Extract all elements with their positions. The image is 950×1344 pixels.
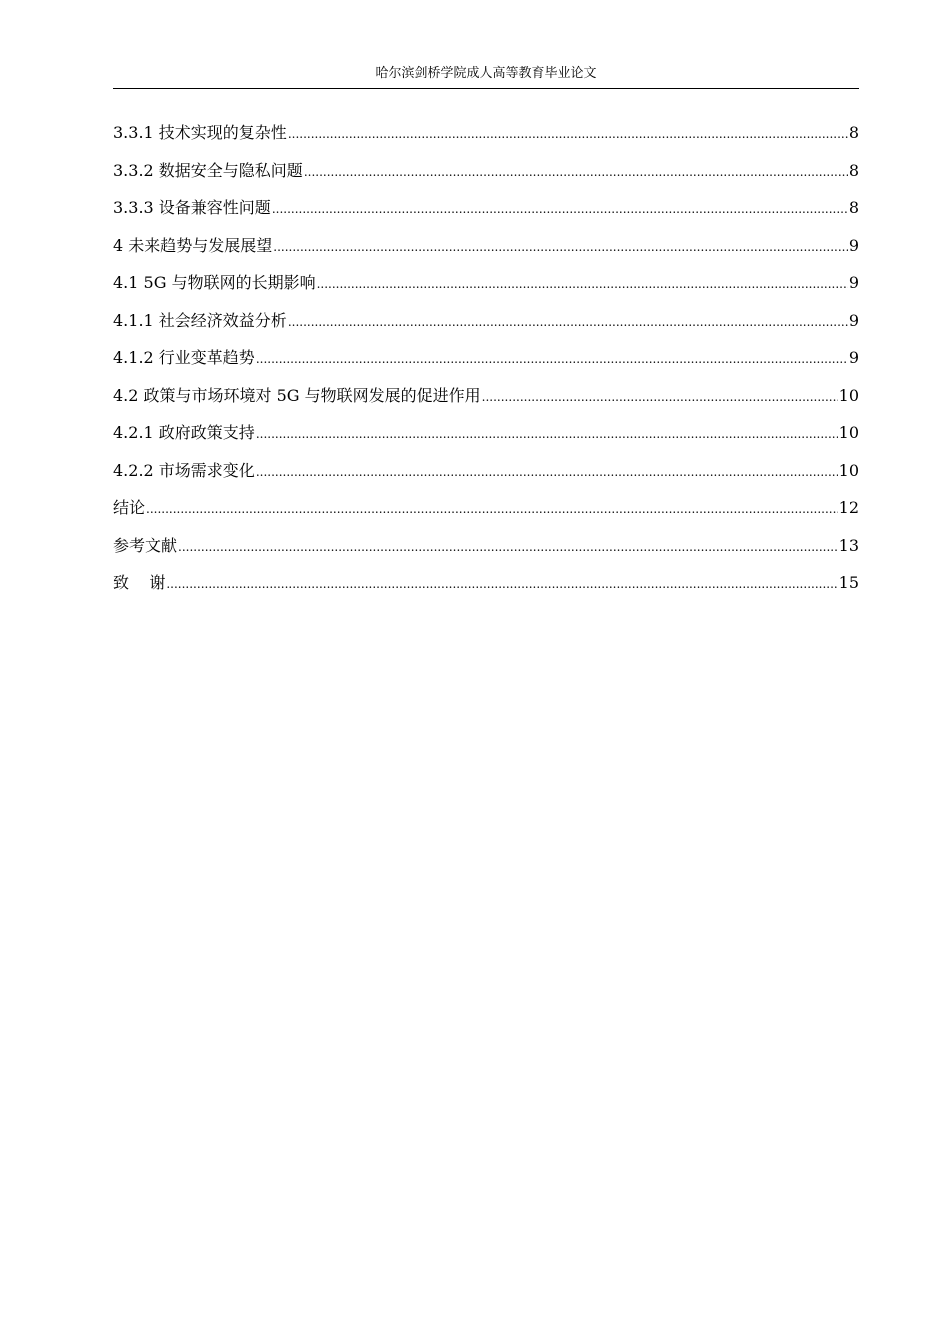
- toc-entry-page: 8: [848, 160, 859, 180]
- toc-dot-leader: [256, 421, 838, 446]
- toc-entry-label: 参考文献: [113, 535, 178, 555]
- toc-entry-label: 4.2.1 政府政策支持: [113, 423, 255, 442]
- toc-entry-label: 结论: [113, 498, 146, 517]
- toc-entry-page: 15: [838, 573, 859, 592]
- toc-dot-leader: [256, 459, 838, 484]
- toc-entry[interactable]: [113, 571, 859, 609]
- toc-entry-page: 12: [838, 498, 859, 517]
- toc-dot-leader: [272, 196, 848, 221]
- toc-entry-page: 10: [838, 423, 859, 442]
- toc-entry-label: 4.1 5G 与物联网的长期影响: [113, 273, 316, 292]
- toc-entry-label: 3.3.3 设备兼容性问题: [113, 198, 271, 217]
- toc-entry-label: 3.3.1 技术实现的复杂性: [113, 123, 287, 142]
- toc-entry-label: 4 未来趋势与发展展望: [113, 235, 273, 255]
- toc-entry-label: 3.3.2 数据安全与隐私问题: [113, 160, 303, 180]
- toc-dot-leader: [304, 159, 848, 184]
- toc-entry-page: 8: [848, 198, 859, 217]
- page-header: [113, 64, 859, 88]
- toc-entry-page: 10: [838, 460, 859, 480]
- toc-entry-page: 9: [848, 273, 859, 292]
- toc-entry[interactable]: [113, 271, 859, 309]
- toc-entry-label: 4.1.1 社会经济效益分析: [113, 310, 287, 330]
- toc-entry[interactable]: [113, 196, 859, 234]
- toc-dot-leader: [288, 121, 848, 146]
- toc-entry-page: 9: [848, 348, 859, 367]
- toc-dot-leader: [178, 534, 838, 559]
- toc-entry[interactable]: [113, 496, 859, 534]
- toc-entry[interactable]: [113, 234, 859, 272]
- toc-entry[interactable]: [113, 459, 859, 497]
- toc-entry[interactable]: [113, 121, 859, 159]
- toc-dot-leader: [146, 496, 838, 521]
- toc-entry[interactable]: [113, 421, 859, 459]
- toc-entry-label: 致 谢: [113, 573, 166, 592]
- toc-entry[interactable]: [113, 159, 859, 197]
- toc-entry-label: 4.1.2 行业变革趋势: [113, 348, 255, 367]
- toc-entry[interactable]: [113, 309, 859, 347]
- toc-entry-page: 9: [848, 310, 859, 330]
- table-of-contents: [113, 121, 859, 609]
- toc-entry[interactable]: [113, 534, 859, 572]
- toc-dot-leader: [166, 571, 837, 596]
- toc-entry-page: 10: [838, 385, 859, 405]
- toc-entry-label: 4.2 政策与市场环境对 5G 与物联网发展的促进作用: [113, 385, 481, 405]
- toc-entry-page: 13: [838, 535, 859, 555]
- header-divider: [113, 88, 859, 89]
- toc-entry[interactable]: [113, 384, 859, 422]
- toc-entry[interactable]: [113, 346, 859, 384]
- toc-dot-leader: [256, 346, 848, 371]
- toc-dot-leader: [288, 309, 848, 334]
- toc-dot-leader: [317, 271, 848, 296]
- toc-dot-leader: [482, 384, 838, 409]
- header-title: 哈尔滨剑桥学院成人高等教育毕业论文: [375, 66, 597, 81]
- toc-entry-page: 9: [848, 235, 859, 255]
- toc-dot-leader: [273, 234, 848, 259]
- toc-entry-label: 4.2.2 市场需求变化: [113, 460, 255, 480]
- toc-entry-page: 8: [848, 123, 859, 142]
